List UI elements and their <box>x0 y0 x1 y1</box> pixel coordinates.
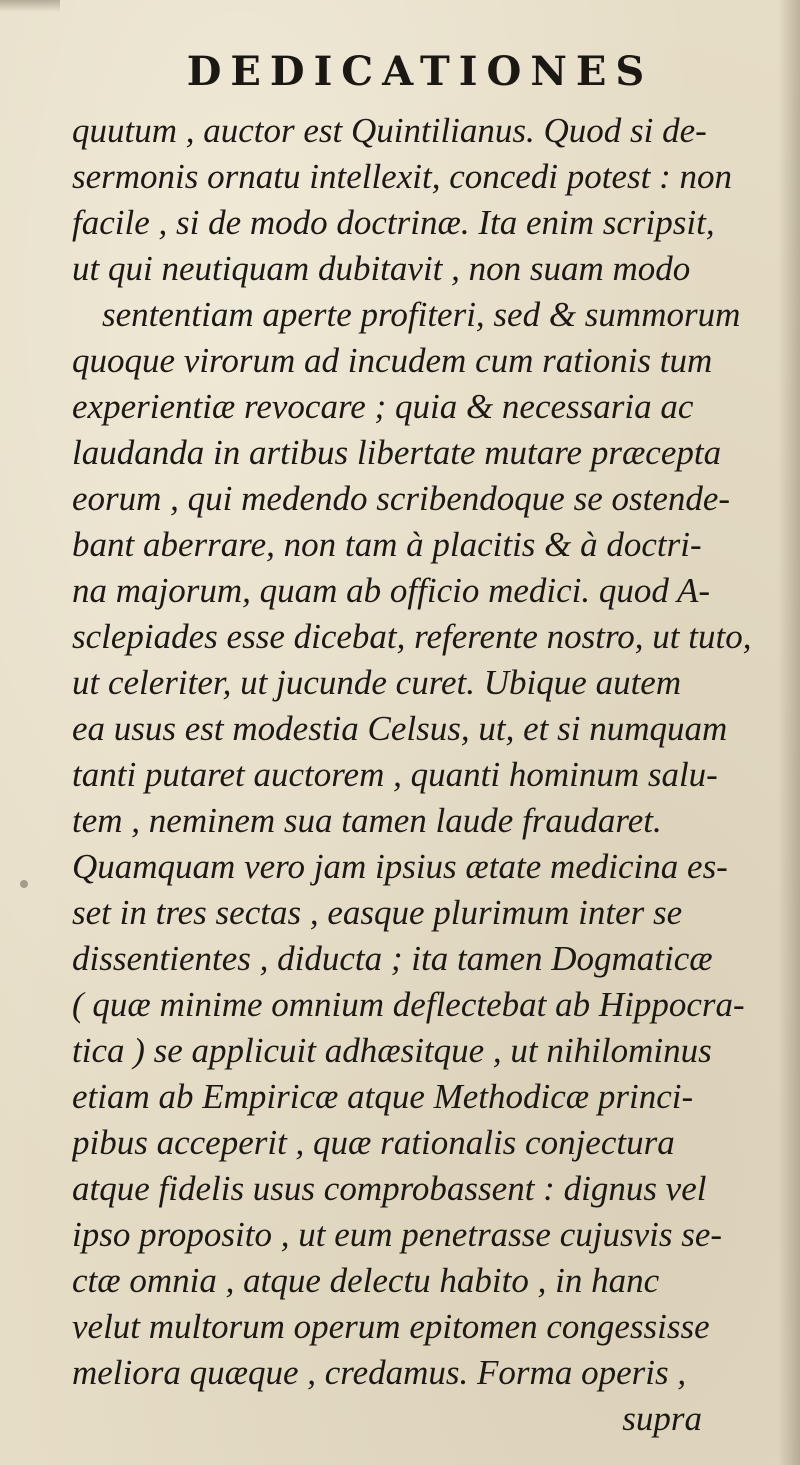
text-line: etiam ab Empiricæ atque Methodicæ princi- <box>72 1077 694 1116</box>
text-line: meliora quæque , credamus. Forma operis , <box>72 1353 687 1392</box>
text-line: eorum , qui medendo scribendoque se ostende- <box>72 479 731 518</box>
text-line: bant aberrare, non tam à placitis & à doctri- <box>72 525 702 564</box>
text-line: ut qui neutiquam dubitavit , non suam modo <box>72 249 691 288</box>
text-line: set in tres sectas , easque plurimum inter se <box>72 893 683 932</box>
page-gutter-shadow <box>778 0 800 1465</box>
ink-smudge <box>20 880 28 888</box>
catchword: supra <box>622 1399 702 1438</box>
text-line: pibus acceperit , quæ rationalis conjectura <box>72 1123 675 1162</box>
text-line: velut multorum operum epitomen congessisse <box>72 1307 710 1346</box>
text-line: sermonis ornatu intellexit, concedi potest : non <box>72 157 733 196</box>
text-line: na majorum, quam ab officio medici. quod A- <box>72 571 711 610</box>
page-corner-shadow <box>0 0 60 12</box>
text-line: quutum , auctor est Quintilianus. Quod si de- <box>72 111 707 150</box>
text-line: ipso proposito , ut eum penetrasse cujusvis se- <box>72 1215 723 1254</box>
text-line: Quamquam vero jam ipsius ætate medicina es- <box>72 847 728 886</box>
text-line: experientiæ revocare ; quia & necessaria ac <box>72 387 694 426</box>
text-line: ( quæ minime omnium deflectebat ab Hippocra- <box>72 985 745 1024</box>
text-line: dissentientes , diducta ; ita tamen Dogmaticæ <box>72 939 713 978</box>
text-line: laudanda in artibus libertate mutare præcepta <box>72 433 722 472</box>
text-line: tem , neminem sua tamen laude fraudaret. <box>72 801 662 840</box>
running-title-text: DEDICATIONES <box>186 48 654 95</box>
text-line: facile , si de modo doctrinæ. Ita enim scripsit, <box>72 203 715 242</box>
text-line: ut celeriter, ut jucunde curet. Ubique autem <box>72 663 682 702</box>
text-line: ea usus est modestia Celsus, ut, et si numquam <box>72 709 728 748</box>
text-line: tanti putaret auctorem , quanti hominum salu- <box>72 755 718 794</box>
text-line: ctæ omnia , atque delectu habito , in hanc <box>72 1261 660 1300</box>
body-text <box>72 108 762 1442</box>
text-line: atque fidelis usus comprobassent : dignus vel <box>72 1169 707 1208</box>
text-line: sententiam aperte profiteri, sed & summorum <box>102 295 741 334</box>
text-line: quoque virorum ad incudem cum rationis tum <box>72 341 713 380</box>
text-line: sclepiades esse dicebat, referente nostro, ut tuto, <box>72 617 752 656</box>
text-line: tica ) se applicuit adhæsitque , ut nihilominus <box>72 1031 712 1070</box>
running-title <box>0 48 800 95</box>
